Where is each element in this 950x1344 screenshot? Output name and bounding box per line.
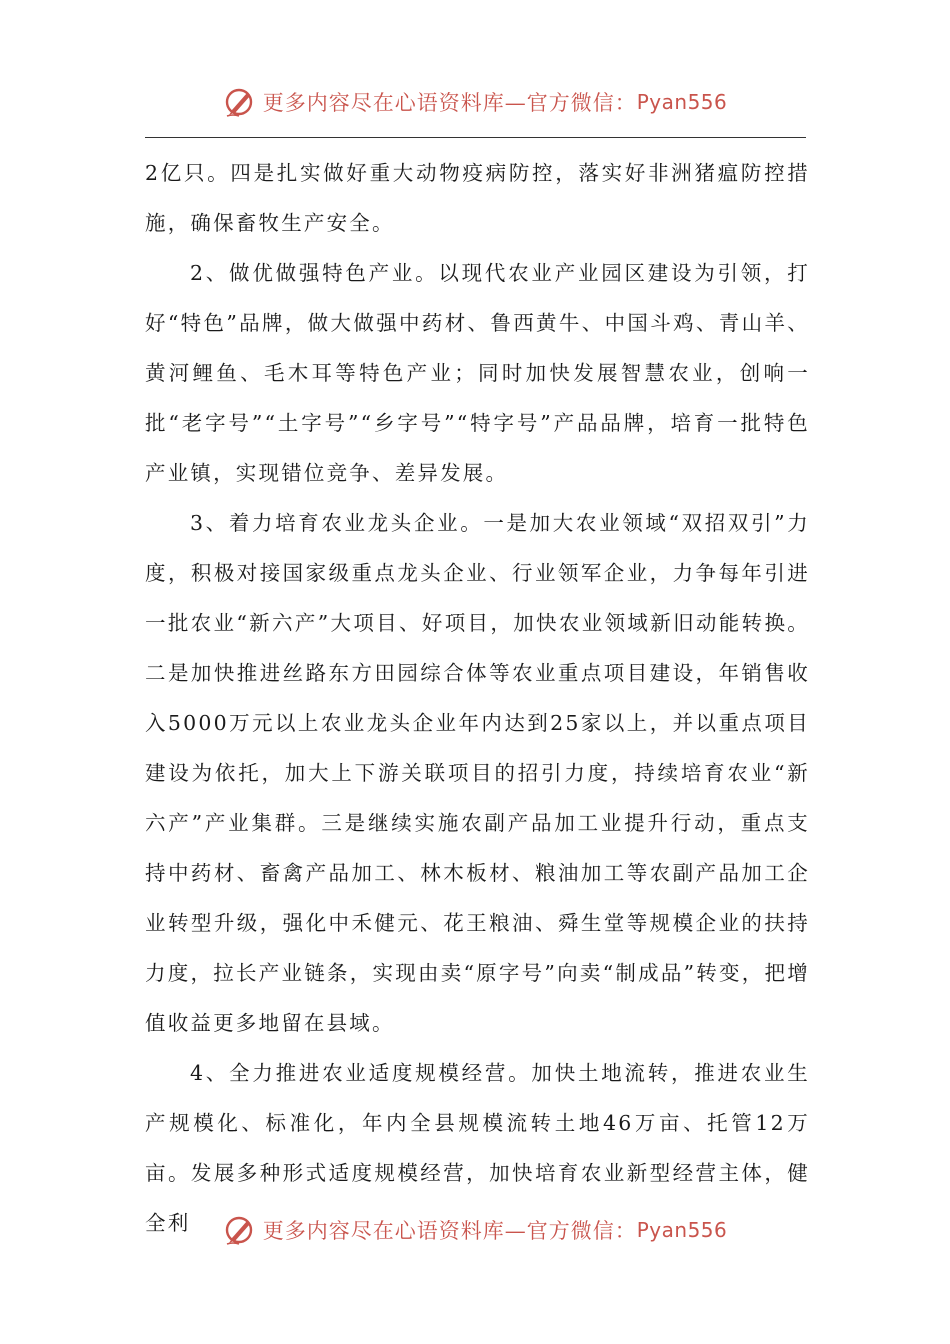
watermark-text: 更多内容尽在心语资料库—官方微信： — [262, 1219, 637, 1243]
paragraph-leading-enterprises: 3、着力培育农业龙头企业。一是加大农业领域“双招双引”力度，积极对接国家级重点龙头企业、行业领军企业，力争每年引进一批农业“新六产”大项目、好项目，加快农业领域新旧动能转换。二是加快推进丝路东方田园综合体等农业重点项目建设，年销售收入5000万元以上农业龙头企业年内达到25家以上，并以重点项目建设为依托，加大上下游关联项目的招引力度，持续培育农业“新六产”产业集群。三是继续实施农副产品加工业提升行动，重点支持中药材、畜禽产品加工、林木板材、粮油加工等农副产品加工企业转型升级，强化中禾健元、花王粮油、舜生堂等规模企业的扶持力度，拉长产业链条，实现由卖“原字号”向卖“制成品”转变，把增值收益更多地留在县域。 — [145, 511, 810, 1035]
header-watermark — [0, 82, 950, 122]
wechat-id: Pyan556 — [636, 1218, 728, 1242]
header-divider — [145, 137, 806, 138]
pen-logo-icon — [223, 1213, 257, 1247]
watermark-text: 更多内容尽在心语资料库—官方微信： — [262, 91, 637, 115]
footer-watermark — [0, 1210, 950, 1250]
pen-logo-icon — [223, 85, 257, 119]
paragraph-specialty-industries: 2、做优做强特色产业。以现代农业产业园区建设为引领，打好“特色”品牌，做大做强中药材、鲁西黄牛、中国斗鸡、青山羊、黄河鲤鱼、毛木耳等特色产业；同时加快发展智慧农业，创响一批“老字号”“土字号”“乡字号”“特字号”产品品牌，培育一批特色产业镇，实现错位竞争、差异发展。 — [145, 261, 810, 485]
paragraph-scale-operation: 4、全力推进农业适度规模经营。加快土地流转，推进农业生产规模化、标准化，年内全县规模流转土地46万亩、托管12万亩。发展多种形式适度规模经营，加快培育农业新型经营主体，健全利 — [145, 1061, 810, 1235]
wechat-id: Pyan556 — [636, 90, 728, 114]
paragraph-continuation: 2亿只。四是扎实做好重大动物疫病防控，落实好非洲猪瘟防控措施，确保畜牧生产安全。 — [145, 161, 810, 235]
document-body — [145, 148, 810, 1248]
